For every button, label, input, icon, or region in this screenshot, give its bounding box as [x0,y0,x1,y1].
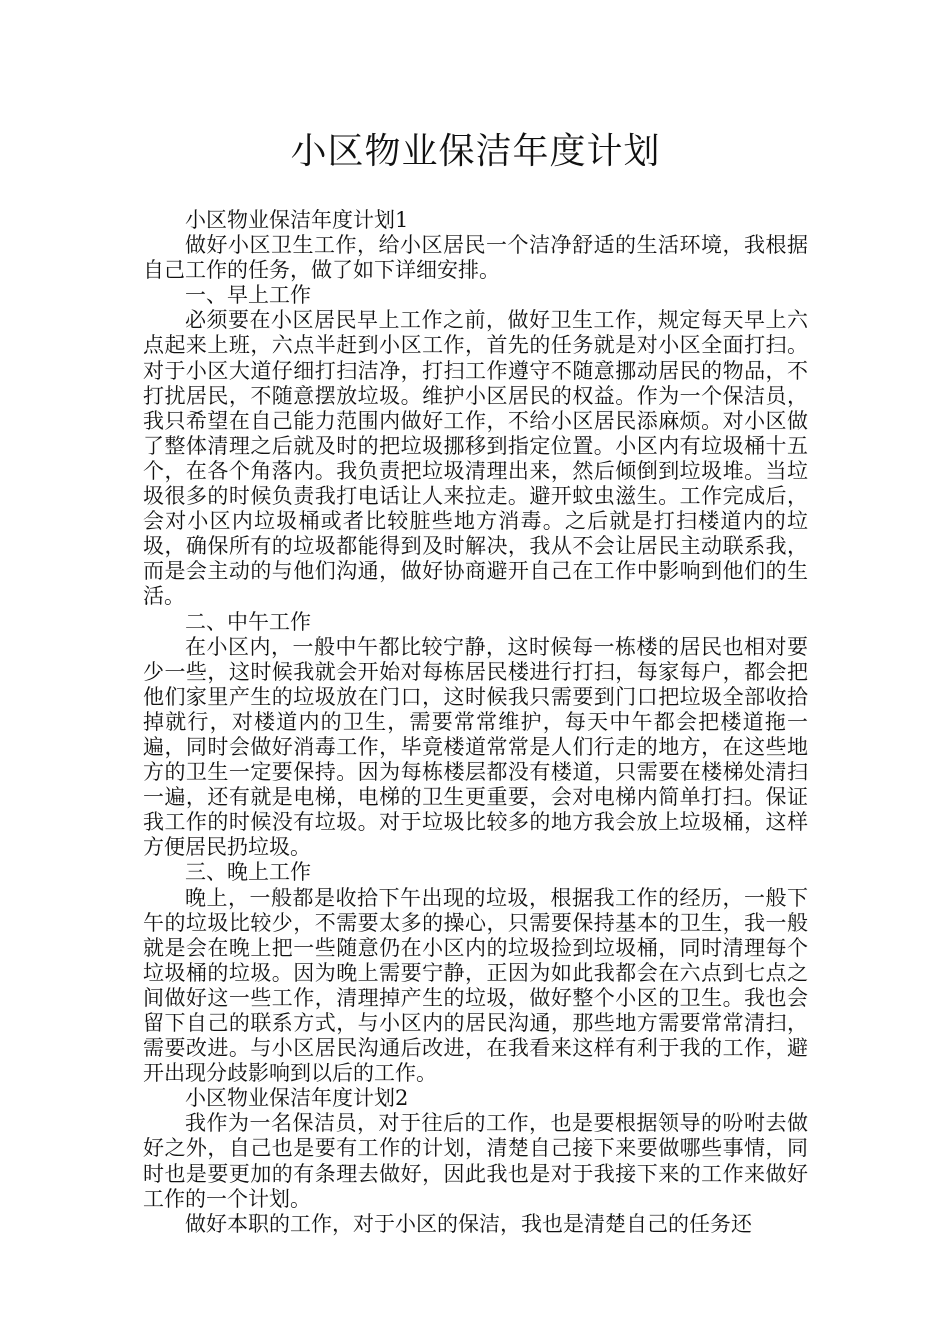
duty-paragraph: 做好本职的工作，对于小区的保洁，我也是清楚自己的任务还 [185,1211,752,1236]
plan-1-heading: 小区物业保洁年度计划1 [185,208,409,232]
intro-paragraph: 做好小区卫生工作，给小区居民一个洁净舒适的生活环境，我根据自己工作的任务，做了如下详细安排。 [143,233,808,283]
noon-paragraph: 在小区内，一般中午都比较宁静，这时候每一栋楼的居民也相对要少一些，这时候我就会开始对每栋居民楼进行打扫，每家每户，都会把他们家里产生的垃圾放在门口，这时候我只需要到门口把垃圾全部收拾掉就行，对楼道内的卫生，需要常常维护，每天中午都会把楼道拖一遍，同时会做好消毒工作，毕竟楼道常常是人们行走的地方，在这些地方的卫生一定要保持。因为每栋楼层都没有楼道，只需要在楼梯处清扫一遍，还有就是电梯，电梯的卫生更重要，会对电梯内简单打扫。保证我工作的时候没有垃圾。对于垃圾比较多的地方我会放上垃圾桶，这样方便居民扔垃圾。 [143,634,808,860]
section-heading-noon: 二、中午工作 [185,609,311,634]
section-heading-evening: 三、晚上工作 [185,860,311,885]
evening-paragraph: 晚上，一般都是收拾下午出现的垃圾，根据我工作的经历，一般下午的垃圾比较少，不需要太多的操心，只需要保持基本的卫生，我一般就是会在晚上把一些随意仍在小区内的垃圾捡到垃圾桶，同时清理每个垃圾桶的垃圾。因为晚上需要宁静，正因为如此我都会在六点到七点之间做好这一些工作，清理掉产生的垃圾，做好整个小区的卫生。我也会留下自己的联系方式，与小区内的居民沟通，那些地方需要常常清扫，需要改进。与小区居民沟通后改进，在我看来这样有利于我的工作，避开出现分歧影响到以后的工作。 [143,885,808,1086]
morning-paragraph: 必须要在小区居民早上工作之前，做好卫生工作，规定每天早上六点起来上班，六点半赶到小区工作，首先的任务就是对小区全面打扫。对于小区大道仔细打扫洁净，打扫工作遵守不随意挪动居民的物品，不打扰居民，不随意摆放垃圾。维护小区居民的权益。作为一个保洁员，我只希望在自己能力范围内做好工作，不给小区居民添麻烦。对小区做了整体清理之后就及时的把垃圾挪移到指定位置。小区内有垃圾桶十五个，在各个角落内。我负责把垃圾清理出来，然后倾倒到垃圾堆。当垃圾很多的时候负责我打电话让人来拉走。避开蚊虫滋生。工作完成后，会对小区内垃圾桶或者比较脏些地方消毒。之后就是打扫楼道内的垃圾，确保所有的垃圾都能得到及时解决，我从不会让居民主动联系我，而是会主动的与他们沟通，做好协商避开自己在工作中影响到他们的生活。 [143,308,808,609]
section-heading-morning: 一、早上工作 [185,283,311,308]
document-title: 小区物业保洁年度计划 [290,131,661,172]
plan-2-paragraph: 我作为一名保洁员，对于往后的工作，也是要根据领导的吩咐去做好之外，自己也是要有工作的计划，清楚自己接下来要做哪些事情，同时也是要更加的有条理去做好，因此我也是对于我接下来的工作来做好工作的一个计划。 [143,1111,808,1211]
document-body [143,208,808,1237]
plan-2-heading: 小区物业保洁年度计划2 [185,1086,409,1111]
